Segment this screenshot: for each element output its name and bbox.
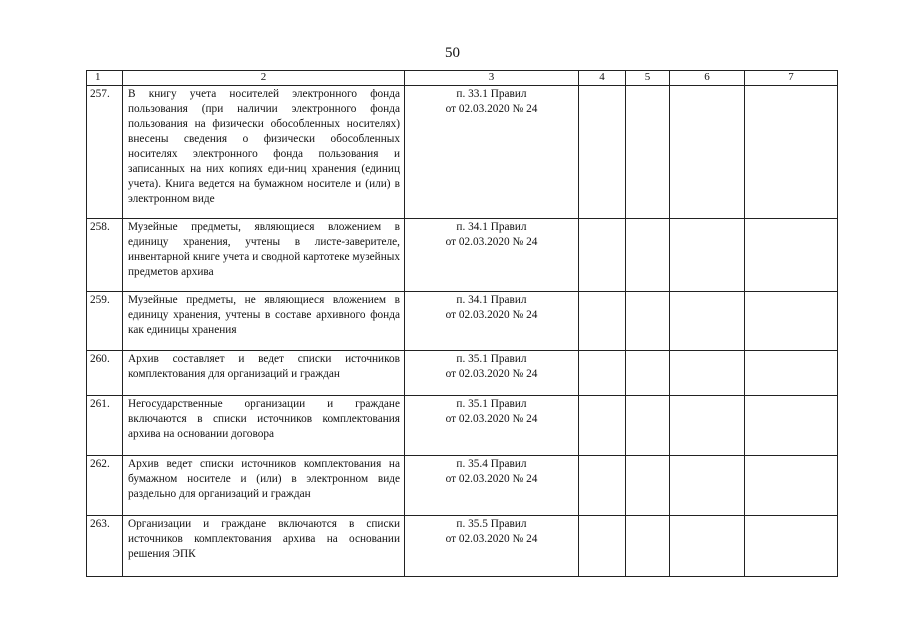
reference-document: от 02.03.2020 № 24 — [445, 236, 538, 248]
row-number: 258. — [87, 219, 123, 292]
reference-clause: п. 34.1 Правил — [456, 221, 527, 233]
reference-clause: п. 33.1 Правил — [456, 88, 527, 100]
cell-col-4 — [579, 456, 626, 516]
cell-col-5 — [626, 292, 670, 351]
column-header-6: 6 — [670, 71, 745, 86]
row-number: 261. — [87, 396, 123, 456]
reference-document: от 02.03.2020 № 24 — [445, 533, 538, 545]
legal-reference — [405, 292, 579, 351]
cell-col-4 — [579, 86, 626, 219]
cell-col-7 — [745, 219, 838, 292]
legal-reference — [405, 86, 579, 219]
table-row — [87, 86, 838, 219]
row-number: 260. — [87, 351, 123, 396]
requirement-text: Архив составляет и ведет списки источников комплектования для организаций и граждан — [123, 351, 405, 396]
requirement-text: В книгу учета носителей электронного фонда пользования (при наличии электронного фонда пользования на физически обособленных носителях) внесены сведения о физически обособленных носителях электронного фонда пользования и записанных на них копиях еди-ниц хранения (единиц учета). Книга ведется на бумажном носителе и (или) в электронном виде — [123, 86, 405, 219]
column-header-4: 4 — [579, 71, 626, 86]
reference-document: от 02.03.2020 № 24 — [445, 103, 538, 115]
row-number: 263. — [87, 516, 123, 577]
reference-clause: п. 35.1 Правил — [456, 398, 527, 410]
cell-col-5 — [626, 86, 670, 219]
table-row — [87, 516, 838, 577]
cell-col-6 — [670, 516, 745, 577]
reference-document: от 02.03.2020 № 24 — [445, 473, 538, 485]
cell-col-4 — [579, 516, 626, 577]
table-header-row — [87, 71, 838, 86]
cell-col-6 — [670, 292, 745, 351]
cell-col-6 — [670, 86, 745, 219]
legal-reference — [405, 516, 579, 577]
row-number: 259. — [87, 292, 123, 351]
legal-reference — [405, 351, 579, 396]
cell-col-4 — [579, 292, 626, 351]
reference-clause: п. 35.4 Правил — [456, 458, 527, 470]
row-number: 257. — [87, 86, 123, 219]
reference-clause: п. 35.1 Правил — [456, 353, 527, 365]
requirement-text: Организации и граждане включаются в списки источников комплектования архива на основании решения ЭПК — [123, 516, 405, 577]
reference-clause: п. 34.1 Правил — [456, 294, 527, 306]
table-row — [87, 219, 838, 292]
requirement-text: Музейные предметы, не являющиеся вложением в единицу хранения, учтены в составе архивного фонда как единицы хранения — [123, 292, 405, 351]
legal-reference — [405, 396, 579, 456]
requirement-text: Музейные предметы, являющиеся вложением в единицу хранения, учтены в листе-заверителе, инвентарной книге учета и сводной картотеке музейных предметов архива — [123, 219, 405, 292]
row-number: 262. — [87, 456, 123, 516]
column-header-7: 7 — [745, 71, 838, 86]
requirement-text: Архив ведет списки источников комплектования на бумажном носителе и (или) в электронном виде раздельно для организаций и граждан — [123, 456, 405, 516]
cell-col-7 — [745, 516, 838, 577]
cell-col-7 — [745, 351, 838, 396]
table-row — [87, 292, 838, 351]
reference-document: от 02.03.2020 № 24 — [445, 413, 538, 425]
cell-col-7 — [745, 396, 838, 456]
column-header-1: 1 — [87, 71, 123, 86]
column-header-2: 2 — [123, 71, 405, 86]
cell-col-5 — [626, 351, 670, 396]
legal-reference — [405, 219, 579, 292]
cell-col-7 — [745, 86, 838, 219]
requirements-table — [86, 70, 838, 577]
column-header-3: 3 — [405, 71, 579, 86]
cell-col-5 — [626, 516, 670, 577]
cell-col-4 — [579, 351, 626, 396]
reference-clause: п. 35.5 Правил — [456, 518, 527, 530]
table-row — [87, 351, 838, 396]
cell-col-6 — [670, 219, 745, 292]
reference-document: от 02.03.2020 № 24 — [445, 309, 538, 321]
cell-col-5 — [626, 219, 670, 292]
cell-col-5 — [626, 396, 670, 456]
cell-col-4 — [579, 219, 626, 292]
table-row — [87, 456, 838, 516]
cell-col-7 — [745, 292, 838, 351]
legal-reference — [405, 456, 579, 516]
cell-col-6 — [670, 396, 745, 456]
cell-col-4 — [579, 396, 626, 456]
table-row — [87, 396, 838, 456]
cell-col-6 — [670, 456, 745, 516]
column-header-5: 5 — [626, 71, 670, 86]
reference-document: от 02.03.2020 № 24 — [445, 368, 538, 380]
page-number: 50 — [445, 45, 460, 61]
requirement-text: Негосударственные организации и граждане включаются в списки источников комплектования архива на основании договора — [123, 396, 405, 456]
cell-col-5 — [626, 456, 670, 516]
cell-col-7 — [745, 456, 838, 516]
cell-col-6 — [670, 351, 745, 396]
